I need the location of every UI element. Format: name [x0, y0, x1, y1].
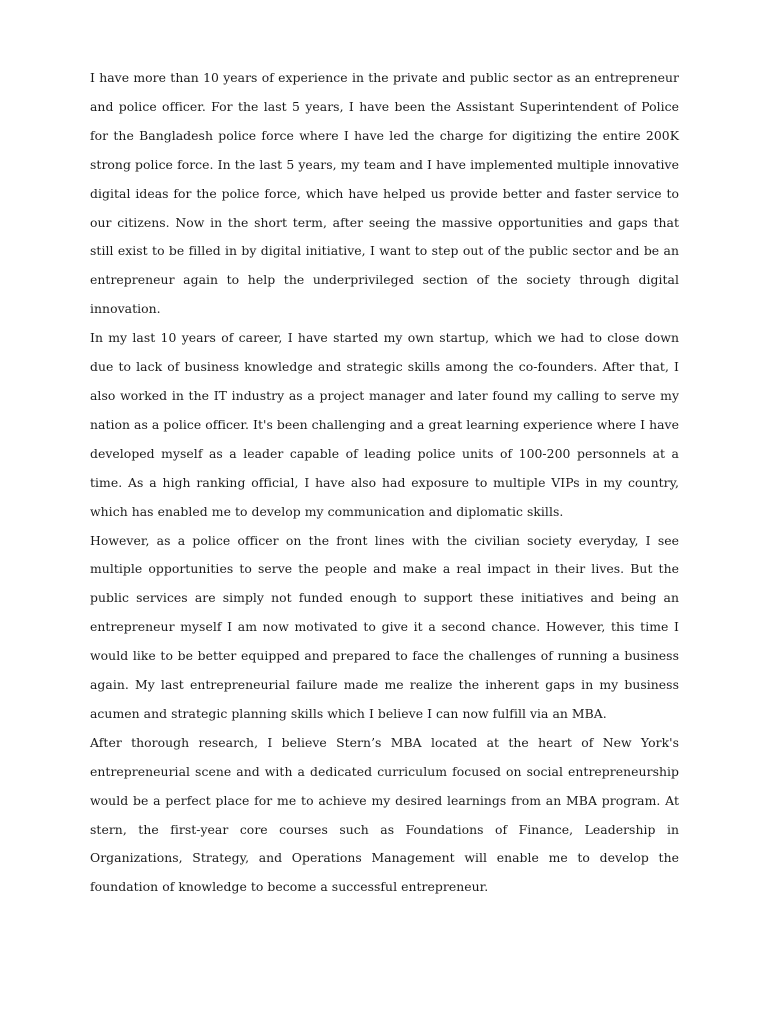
paragraph-stern-mba: After thorough research, I believe Stern’s MBA located at the heart of New York's entrepreneurial scene and with a dedicated curriculum focused on social entrepreneurship would be a perfect place for me to achieve my desired learnings from an MBA program. At stern, the first-year core courses such as Foundations of Finance, Leadership in Organizations, Strategy, and Operations Management will enable me to develop the foundation of knowledge to become a successful entrepreneur. — [90, 734, 679, 895]
paragraph-motivation: However, as a police officer on the front lines with the civilian society everyday, I see multiple opportunities to serve the people and make a real impact in their lives. But the public services are simply not funded enough to support these initiatives and being an entrepreneur myself I am now motivated to give it a second chance. However, this time I would like to be better equipped and prepared to face the challenges of running a business again. My last entrepreneurial failure made me realize the inherent gaps in my business acumen and strategic planning skills which I believe I can now fulfill via an MBA. — [90, 532, 679, 721]
document-page — [90, 64, 679, 902]
paragraph-experience: I have more than 10 years of experience in the private and public sector as an entrepreneur and police officer. For the last 5 years, I have been the Assistant Superintendent of Police for the Bangladesh police force where I have led the charge for digitizing the entire 200K strong police force. In the last 5 years, my team and I have implemented multiple innovative digital ideas for the police force, which have helped us provide better and faster service to our citizens. Now in the short term, after seeing the massive opportunities and gaps that still exist to be filled in by digital initiative, I want to step out of the public sector and be an entrepreneur again to help the underprivileged section of the society through digital innovation. — [90, 70, 679, 317]
paragraph-career: In my last 10 years of career, I have started my own startup, which we had to close down due to lack of business knowledge and strategic skills among the co-founders. After that, I also worked in the IT industry as a project manager and later found my calling to serve my nation as a police officer. It's been challenging and a great learning experience where I have developed myself as a leader capable of leading police units of 100-200 personnels at a time. As a high ranking official, I have also had exposure to multiple VIPs in my country, which has enabled me to develop my communication and diplomatic skills. — [90, 330, 679, 519]
